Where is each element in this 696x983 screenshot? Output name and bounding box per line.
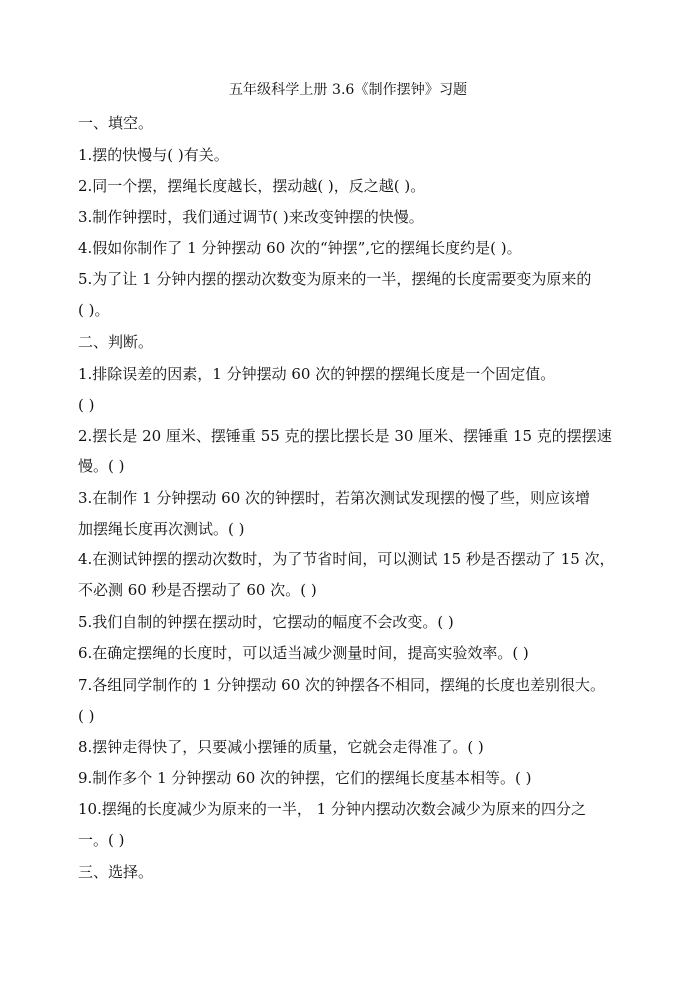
judge-question-10-line1: 10.摆绳的长度减少为原来的一半， 1 分钟内摆动次数会减少为原来的四分之 — [78, 800, 586, 818]
judge-question-9: 9.制作多个 1 分钟摆动 60 次的钟摆，它们的摆绳长度基本相等。( ) — [78, 769, 532, 787]
fill-question-1: 1.摆的快慢与( )有关。 — [78, 146, 229, 164]
judge-question-4-line2: 不必测 60 秒是否摆动了 60 次。( ) — [78, 581, 317, 599]
section-heading-choice: 三、选择。 — [78, 863, 154, 881]
judge-question-6: 6.在确定摆绳的长度时，可以适当减少测量时间，提高实验效率。( ) — [78, 644, 529, 662]
fill-question-4: 4.假如你制作了 1 分钟摆动 60 次的“钟摆”,它的摆绳长度约是( )。 — [78, 239, 522, 257]
judge-question-7-line2: ( ) — [78, 707, 95, 725]
fill-question-3: 3.制作钟摆时，我们通过调节( )来改变钟摆的快慢。 — [78, 208, 424, 226]
judge-question-2-line2: 慢。( ) — [78, 457, 125, 475]
fill-question-2: 2.同一个摆，摆绳长度越长，摆动越( )，反之越( )。 — [78, 177, 426, 195]
worksheet-title: 五年级科学上册 3.6《制作摆钟》习题 — [228, 82, 468, 98]
fill-question-5-line2: ( )。 — [78, 301, 110, 319]
judge-question-5: 5.我们自制的钟摆在摆动时，它摆动的幅度不会改变。( ) — [78, 613, 454, 631]
judge-question-7-line1: 7.各组同学制作的 1 分钟摆动 60 次的钟摆各不相同，摆绳的长度也差别很大。 — [78, 676, 606, 694]
judge-question-4-line1: 4.在测试钟摆的摆动次数时，为了节省时间，可以测试 15 秒是否摆动了 15 次， — [78, 550, 615, 568]
judge-question-2-line1: 2.摆长是 20 厘米、摆锤重 55 克的摆比摆长是 30 厘米、摆锤重 15 克的摆摆速 — [78, 427, 612, 445]
fill-question-5-line1: 5.为了让 1 分钟内摆的摆动次数变为原来的一半，摆绳的长度需要变为原来的 — [78, 270, 592, 288]
section-heading-fill: 一、填空。 — [78, 114, 154, 132]
judge-question-3-line1: 3.在制作 1 分钟摆动 60 次的钟摆时，若第次测试发现摆的慢了些，则应该增 — [78, 489, 591, 507]
judge-question-1-line1: 1.排除误差的因素，1 分钟摆动 60 次的钟摆的摆绳长度是一个固定值。 — [78, 365, 556, 383]
section-heading-judge: 二、判断。 — [78, 333, 154, 351]
judge-question-1-line2: ( ) — [78, 396, 95, 414]
judge-question-10-line2: 一。( ) — [78, 831, 125, 849]
judge-question-3-line2: 加摆绳长度再次测试。( ) — [78, 520, 245, 538]
judge-question-8: 8.摆钟走得快了，只要减小摆锤的质量，它就会走得准了。( ) — [78, 738, 484, 756]
